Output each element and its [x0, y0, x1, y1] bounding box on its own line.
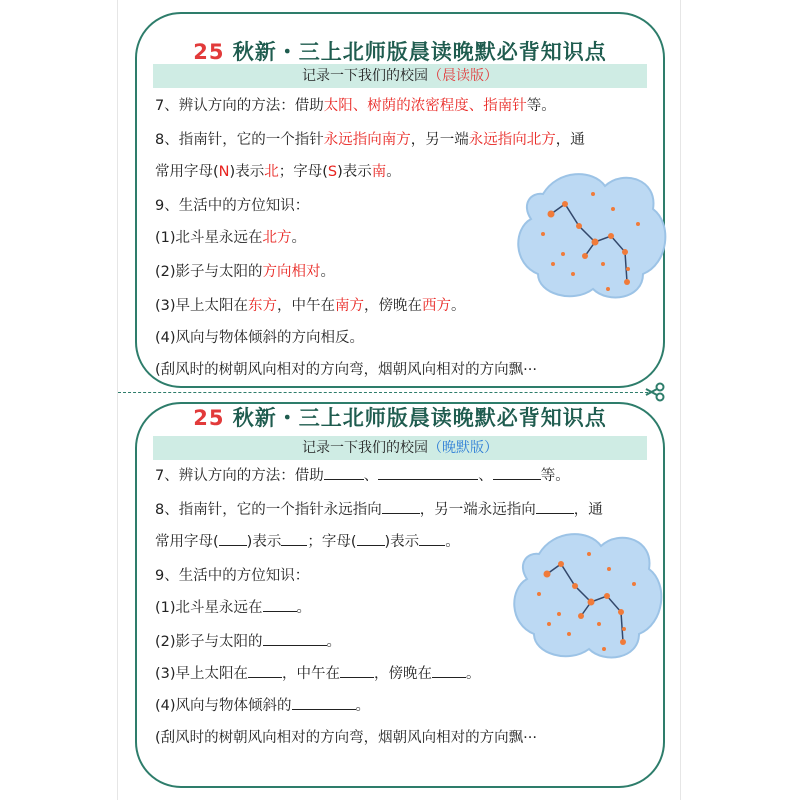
- answer-blank[interactable]: [292, 695, 356, 710]
- answer-blank[interactable]: [419, 531, 445, 546]
- evening-card: [135, 402, 665, 788]
- answer-blank[interactable]: [281, 531, 307, 546]
- constellation-cloud-icon: [509, 524, 667, 664]
- item-7-blank: 7、辨认方向的方法：借助 、 、 等。: [155, 464, 570, 485]
- answer-blank[interactable]: [324, 465, 364, 480]
- answer-blank[interactable]: [536, 499, 574, 514]
- banner-tag: （晨读版）: [428, 68, 498, 84]
- answer-blank[interactable]: [357, 531, 385, 546]
- point-4-blank: (4)风向与物体倾斜的 。: [155, 694, 370, 715]
- item-9-blank: 9、生活中的方位知识：: [155, 568, 310, 584]
- answer-blank[interactable]: [263, 597, 297, 612]
- title-text: 秋新・三上北师版晨读晚默必背知识点: [232, 40, 607, 64]
- cut-line: [118, 392, 648, 393]
- item-8-cont: 常用字母(N)表示北；字母(S)表示南。: [155, 164, 401, 180]
- answer-blank[interactable]: [219, 531, 247, 546]
- point-1: (1)北斗星永远在北方。: [155, 230, 307, 246]
- item-8: 8、指南针，它的一个指针永远指向南方，另一端永远指向北方，通: [155, 132, 585, 148]
- point-4: (4)风向与物体倾斜的方向相反。: [155, 330, 365, 346]
- answer-blank[interactable]: [493, 465, 541, 480]
- constellation-cloud-icon: [513, 164, 671, 304]
- title-number: 25: [193, 40, 225, 64]
- page-title: [137, 36, 663, 66]
- point-1-blank: (1)北斗星永远在 。: [155, 596, 311, 617]
- item-7: 7、辨认方向的方法：借助太阳、树荫的浓密程度、指南针等。: [155, 98, 556, 114]
- answer-blank[interactable]: [432, 663, 466, 678]
- item-8-cont-blank: 常用字母( )表示 ；字母( )表示 。: [155, 530, 460, 551]
- answer-blank[interactable]: [378, 465, 478, 480]
- item-8-blank: 8、指南针，它的一个指针永远指向 ，另一端永远指向 ，通: [155, 498, 603, 519]
- morning-banner: [153, 64, 647, 88]
- answer-blank[interactable]: [382, 499, 420, 514]
- point-2-blank: (2)影子与太阳的 。: [155, 630, 341, 651]
- point-5-blank: (刮风时的树朝风向相对的方向弯，烟朝风向相对的方向飘···: [155, 730, 537, 746]
- banner-label: 记录一下我们的校园: [302, 68, 428, 84]
- page-title-repeat: 25 秋新・三上北师版晨读晚默必背知识点: [193, 406, 607, 430]
- answer-blank[interactable]: [340, 663, 374, 678]
- answer-blank[interactable]: [248, 663, 282, 678]
- banner-label: 记录一下我们的校园: [302, 440, 428, 456]
- scissors-icon: [644, 382, 666, 402]
- point-3-blank: (3)早上太阳在 ，中午在 ，傍晚在 。: [155, 662, 481, 683]
- answer-blank[interactable]: [263, 631, 327, 646]
- point-5: (刮风时的树朝风向相对的方向弯，烟朝风向相对的方向飘···: [155, 362, 537, 378]
- evening-banner: [153, 436, 647, 460]
- item-9: 9、生活中的方位知识：: [155, 198, 310, 214]
- point-2: (2)影子与太阳的方向相对。: [155, 264, 336, 280]
- banner-tag: （晚默版）: [428, 440, 498, 456]
- morning-card: [135, 12, 665, 388]
- point-3: (3)早上太阳在东方，中午在南方，傍晚在西方。: [155, 298, 466, 314]
